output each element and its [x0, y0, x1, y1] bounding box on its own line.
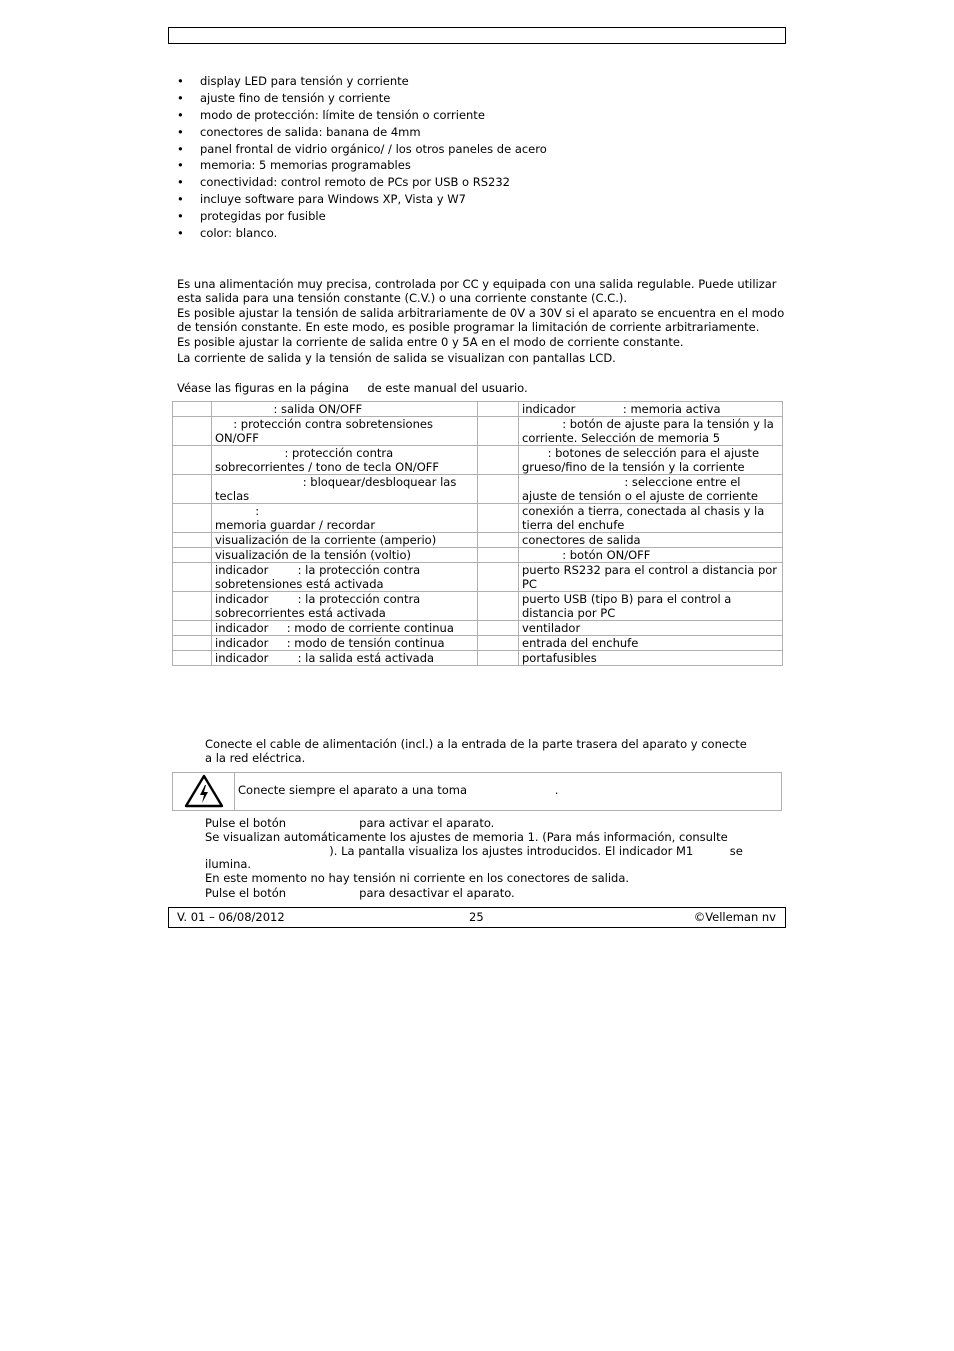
description-line-6: La corriente de salida y la tensión de salida se visualizan con pantallas LCD.	[177, 351, 616, 365]
table-description-cell: conectores de salida	[519, 533, 783, 548]
feature-text: display LED para tensión y corriente	[200, 74, 409, 88]
table-number-cell	[478, 402, 519, 417]
feature-text: memoria: 5 memorias programables	[200, 158, 411, 173]
table-number-cell	[173, 475, 212, 504]
table-description-cell: indicador : la protección contra sobrecorrientes está activada	[212, 592, 478, 621]
table-number-cell	[173, 446, 212, 475]
feature-item	[177, 174, 777, 191]
bullet-glyph: •	[177, 90, 184, 105]
step-5: En este momento no hay tensión ni corriente en los conectores de salida.	[205, 871, 630, 885]
bullet-glyph: •	[177, 158, 184, 173]
description-line-4: de tensión constante. En este modo, es posible programar la limitación de corriente arbitrariamente.	[177, 320, 760, 334]
footer	[168, 907, 786, 928]
feature-text: protegidas por fusible	[200, 209, 326, 224]
step-6: Pulse el botón para desactivar el aparato.	[205, 886, 515, 900]
table-row	[173, 636, 783, 651]
table-number-cell	[173, 533, 212, 548]
feature-item	[177, 73, 777, 90]
table-number-cell	[478, 636, 519, 651]
bullet-glyph: •	[177, 226, 184, 241]
table-number-cell	[478, 592, 519, 621]
footer-copyright: ©Velleman nv	[693, 910, 776, 924]
table-number-cell	[478, 504, 519, 533]
table-number-cell	[173, 563, 212, 592]
table-description-cell: : botón de ajuste para la tensión y la corriente. Selección de memoria 5	[519, 417, 783, 446]
warning-icon-cell	[172, 772, 235, 811]
feature-item	[177, 225, 777, 242]
table-description-cell: : seleccione entre el ajuste de tensión o el ajuste de corriente	[519, 475, 783, 504]
table-description-cell: : bloquear/desbloquear las teclas	[212, 475, 478, 504]
parts-table	[172, 401, 783, 666]
table-description-cell: : botón ON/OFF	[519, 548, 783, 563]
bullet-glyph: •	[177, 209, 184, 224]
bullet-glyph: •	[177, 107, 184, 122]
table-row	[173, 402, 783, 417]
connect-line-1: Conecte el cable de alimentación (incl.) a la entrada de la parte trasera del aparato y conecte	[205, 737, 747, 751]
high-voltage-warning-icon	[184, 774, 224, 808]
table-description-cell: indicador : modo de corriente continua	[212, 621, 478, 636]
table-row	[173, 504, 783, 533]
table-number-cell	[478, 446, 519, 475]
table-description-cell: indicador : la salida está activada	[212, 651, 478, 666]
table-description-cell: entrada del enchufe	[519, 636, 783, 651]
feature-text: panel frontal de vidrio orgánico/ / los otros paneles de acero	[200, 141, 547, 156]
feature-text: conectividad: control remoto de PCs por USB o RS232	[200, 175, 510, 190]
feature-item	[177, 141, 777, 158]
feature-text: conectores de salida: banana de 4mm	[200, 124, 421, 139]
table-number-cell	[173, 636, 212, 651]
table-row	[173, 651, 783, 666]
feature-list	[177, 73, 777, 242]
table-number-cell	[173, 504, 212, 533]
table-number-cell	[173, 592, 212, 621]
bullet-glyph: •	[177, 124, 184, 139]
feature-item	[177, 208, 777, 225]
table-row	[173, 548, 783, 563]
step-1: Pulse el botón para activar el aparato.	[205, 816, 495, 830]
table-description-cell: : salida ON/OFF	[212, 402, 478, 417]
table-description-cell: indicador : modo de tensión continua	[212, 636, 478, 651]
table-description-cell: : memoria guardar / recordar	[212, 504, 478, 533]
table-row	[173, 592, 783, 621]
feature-text: color: blanco.	[200, 226, 278, 241]
footer-version: V. 01 – 06/08/2012	[177, 910, 285, 924]
description-line-1: Es una alimentación muy precisa, controlada por CC y equipada con una salida regulable. Puede utilizar	[177, 277, 777, 291]
table-number-cell	[173, 621, 212, 636]
bullet-glyph: •	[177, 141, 184, 156]
connect-line-2: a la red eléctrica.	[205, 751, 306, 765]
table-row	[173, 621, 783, 636]
table-description-cell: ventilador	[519, 621, 783, 636]
feature-text: ajuste fino de tensión y corriente	[200, 90, 391, 105]
step-4: ilumina.	[205, 857, 252, 871]
table-number-cell	[478, 548, 519, 563]
table-description-cell: visualización de la corriente (amperio)	[212, 533, 478, 548]
bullet-glyph: •	[177, 192, 184, 207]
table-description-cell: : botones de selección para el ajuste grueso/fino de la tensión y la corriente	[519, 446, 783, 475]
header-box	[168, 27, 786, 44]
table-row	[173, 417, 783, 446]
description-line-3: Es posible ajustar la tensión de salida arbitrariamente de 0V a 30V si el aparato se encuentra en el modo	[177, 306, 785, 320]
feature-item	[177, 90, 777, 107]
description-line-5: Es posible ajustar la corriente de salida entre 0 y 5A en el modo de corriente constante.	[177, 335, 684, 349]
table-number-cell	[478, 417, 519, 446]
feature-item	[177, 107, 777, 124]
feature-text: modo de protección: límite de tensión o corriente	[200, 107, 485, 122]
footer-page-number: 25	[469, 910, 484, 924]
bullet-glyph: •	[177, 175, 184, 190]
step-3: ). La pantalla visualiza los ajustes introducidos. El indicador M1 se	[205, 844, 743, 858]
table-number-cell	[478, 475, 519, 504]
table-description-cell: conexión a tierra, conectada al chasis y la tierra del enchufe	[519, 504, 783, 533]
table-description-cell: indicador : memoria activa	[519, 402, 783, 417]
table-row	[173, 475, 783, 504]
table-number-cell	[173, 417, 212, 446]
table-number-cell	[478, 533, 519, 548]
table-description-cell: : protección contra sobrecorrientes / tono de tecla ON/OFF	[212, 446, 478, 475]
table-row	[173, 533, 783, 548]
feature-item	[177, 157, 777, 174]
table-number-cell	[478, 563, 519, 592]
table-row	[173, 563, 783, 592]
table-description-cell: visualización de la tensión (voltio)	[212, 548, 478, 563]
feature-text: incluye software para Windows XP, Vista y W7	[200, 192, 466, 207]
table-number-cell	[173, 548, 212, 563]
table-number-cell	[478, 621, 519, 636]
table-number-cell	[478, 651, 519, 666]
table-number-cell	[173, 651, 212, 666]
table-row	[173, 446, 783, 475]
bullet-glyph: •	[177, 74, 184, 88]
table-description-cell: : protección contra sobretensiones ON/OFF	[212, 417, 478, 446]
description-line-2: esta salida para una tensión constante (C.V.) o una corriente constante (C.C.).	[177, 291, 627, 305]
step-2: Se visualizan automáticamente los ajustes de memoria 1. (Para más información, consulte	[205, 830, 728, 844]
figures-note: Véase las figuras en la página de este manual del usuario.	[177, 381, 528, 395]
warning-text: Conecte siempre el aparato a una toma .	[238, 783, 559, 797]
feature-item	[177, 191, 777, 208]
table-description-cell: indicador : la protección contra sobretensiones está activada	[212, 563, 478, 592]
feature-item	[177, 124, 777, 141]
table-number-cell	[173, 402, 212, 417]
table-description-cell: portafusibles	[519, 651, 783, 666]
table-description-cell: puerto USB (tipo B) para el control a distancia por PC	[519, 592, 783, 621]
table-description-cell: puerto RS232 para el control a distancia por PC	[519, 563, 783, 592]
